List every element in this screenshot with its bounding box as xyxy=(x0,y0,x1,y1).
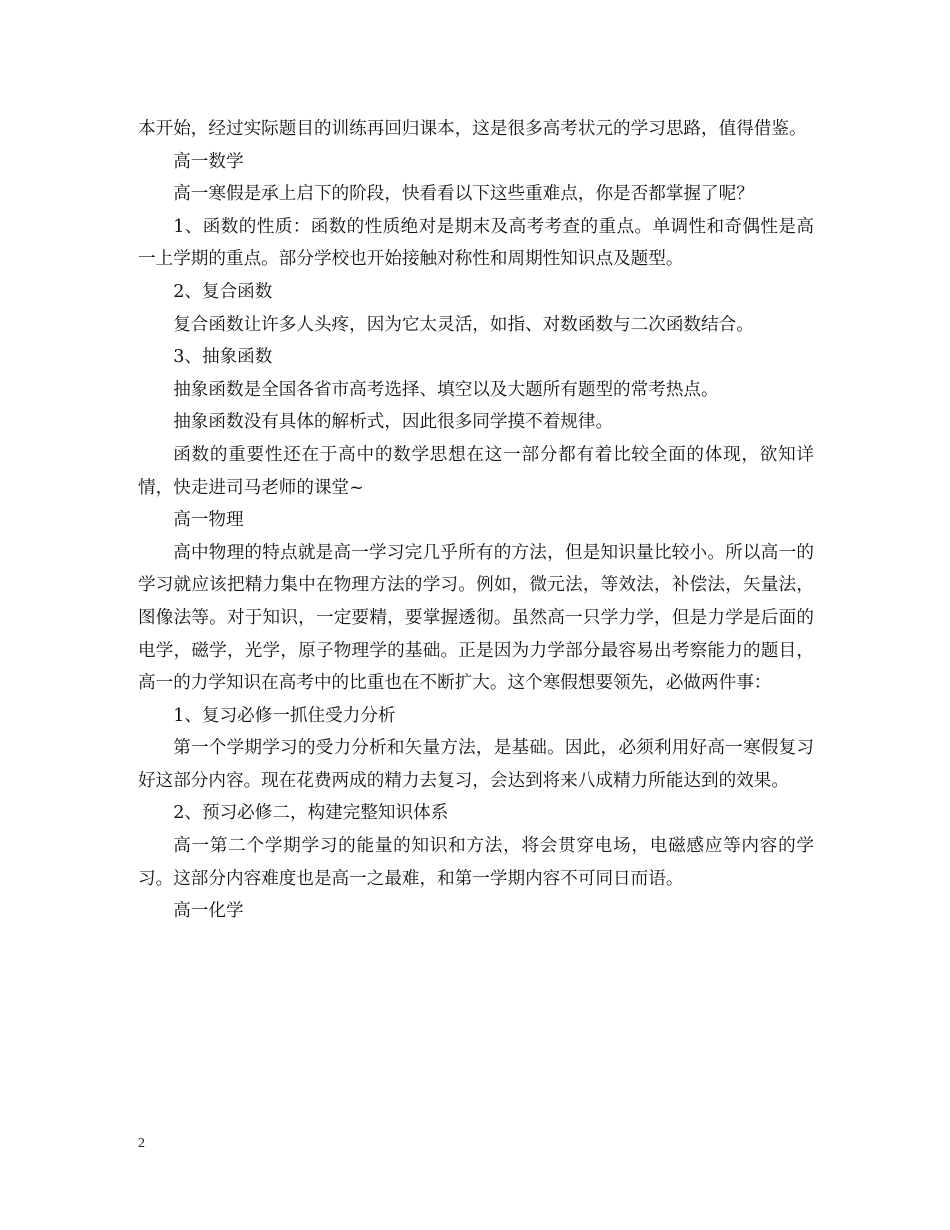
paragraph: 函数的重要性还在于高中的数学思想在这一部分都有着比较全面的体现，欲知详情，快走进司马老师的课堂~ xyxy=(138,444,814,498)
paragraph: 第一个学期学习的受力分析和矢量方法，是基础。因此，必须利用好高一寒假复习好这部分内容。现在花费两成的精力去复习，会达到将来八成精力所能达到的效果。 xyxy=(138,738,814,791)
list-heading: 1、复习必修一抓住受力分析 xyxy=(173,705,396,726)
list-heading: 3、抽象函数 xyxy=(173,347,273,368)
paragraph: 抽象函数没有具体的解析式，因此很多同学摸不着规律。 xyxy=(173,412,614,433)
paragraph: 1、函数的性质：函数的性质绝对是期末及高考考查的重点。单调性和奇偶性是高一上学期的重点。部分学校也开始接触对称性和周期性知识点及题型。 xyxy=(138,216,814,270)
paragraph: 高中物理的特点就是高一学习完几乎所有的方法，但是知识量比较小。所以高一的学习就应该把精力集中在物理方法的学习。例如，微元法，等效法，补偿法，矢量法，图像法等。对于知识，一定要精，要掌握透彻。虽然高一只学力学，但是力学是后面的电学，磁学，光学，原子物理学的基础。正是因为力学部分最容易出考察能力的题目，高一的力学知识在高考中的比重也在不断扩大。这个寒假想要领先，必做两件事： xyxy=(138,542,814,694)
paragraph: 抽象函数是全国各省市高考选择、填空以及大题所有题型的常考热点。 xyxy=(173,379,719,400)
paragraph: 高一第二个学期学习的能量的知识和方法，将会贯穿电场，电磁感应等内容的学习。这部分内容难度也是高一之最难，和第一学期内容不可同日而语。 xyxy=(138,836,814,889)
section-heading-math: 高一数学 xyxy=(173,151,244,172)
list-heading: 2、预习必修二，构建完整知识体系 xyxy=(173,803,449,824)
section-heading-physics: 高一物理 xyxy=(173,510,244,531)
paragraph: 复合函数让许多人头疼，因为它太灵活，如指、对数函数与二次函数结合。 xyxy=(173,314,754,335)
paragraph-continuation: 本开始，经过实际题目的训练再回归课本，这是很多高考状元的学习思路，值得借鉴。 xyxy=(138,119,807,139)
section-heading-chemistry: 高一化学 xyxy=(173,901,244,922)
page-number: 2 xyxy=(138,1136,145,1151)
document-body xyxy=(138,113,814,928)
paragraph: 高一寒假是承上启下的阶段，快看看以下这些重难点，你是否都掌握了呢？ xyxy=(173,184,754,205)
list-heading: 2、复合函数 xyxy=(173,281,273,302)
